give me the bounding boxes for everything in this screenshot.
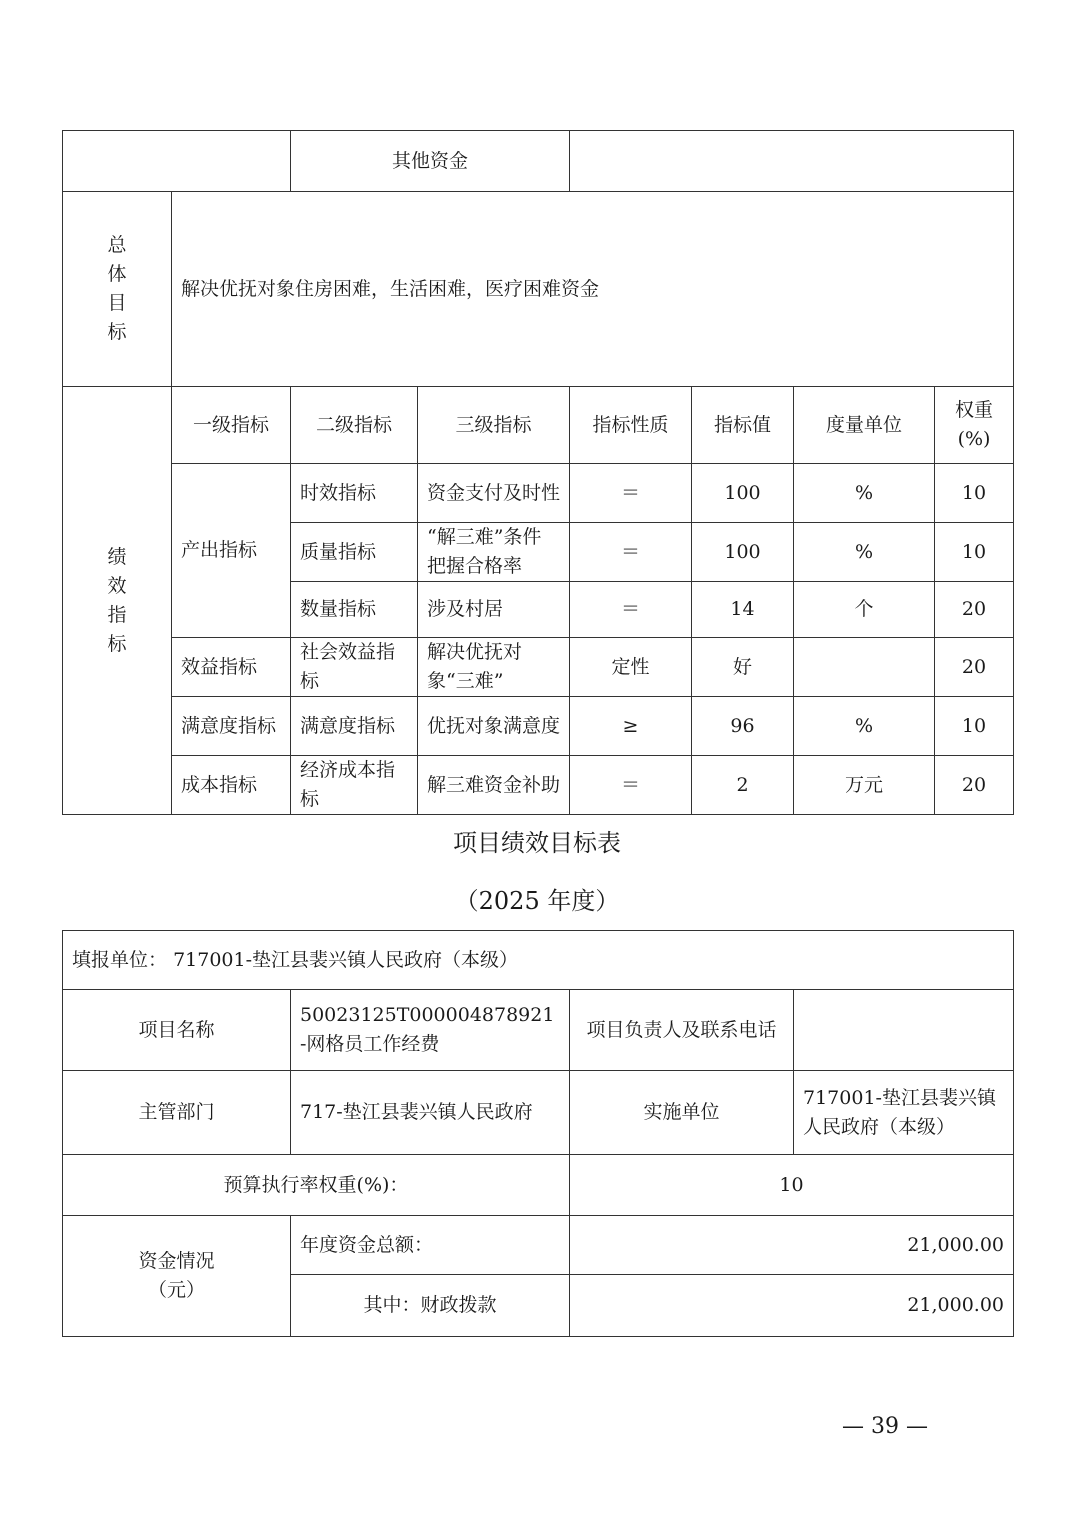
- header-value: 指标值: [692, 387, 794, 464]
- overall-goal-text: 解决优抚对象住房困难，生活困难，医疗困难资金: [172, 192, 1014, 387]
- project-name-label: 项目名称: [63, 990, 291, 1071]
- row-weight: 20: [935, 756, 1014, 815]
- project-name-value: 50023125T000004878921-网格员工作经费: [291, 990, 570, 1071]
- indicator-header-row: [63, 387, 1014, 464]
- contact-value: [794, 990, 1014, 1071]
- contact-label: 项目负责人及联系电话: [570, 990, 794, 1071]
- department-value: 717-垫江县裴兴镇人民政府: [291, 1071, 570, 1155]
- department-row: [63, 1071, 1014, 1155]
- row-level3: 解决优抚对象“三难”: [418, 638, 570, 697]
- row-level2: 时效指标: [291, 464, 418, 523]
- page-number: — 39 —: [842, 1414, 928, 1439]
- performance-indicator-label: 绩 效 指 标: [63, 387, 172, 815]
- annual-total-label: 年度资金总额：: [291, 1216, 570, 1275]
- row-weight: 10: [935, 697, 1014, 756]
- row-level2: 质量指标: [291, 523, 418, 582]
- row-weight: 20: [935, 582, 1014, 638]
- row-unit: %: [794, 523, 935, 582]
- row-nature: 定性: [570, 638, 692, 697]
- reporting-unit-label: 填报单位：: [72, 948, 168, 971]
- row-value: 100: [692, 523, 794, 582]
- row-unit: %: [794, 697, 935, 756]
- row-value: 好: [692, 638, 794, 697]
- project-name-row: [63, 990, 1014, 1071]
- row-unit: 万元: [794, 756, 935, 815]
- overall-goal-label: 总 体 目 标: [63, 192, 172, 387]
- document-year: （2025 年度）: [454, 887, 620, 915]
- row-level2: 数量指标: [291, 582, 418, 638]
- row-value: 14: [692, 582, 794, 638]
- row-weight: 10: [935, 523, 1014, 582]
- group-benefit: 效益指标: [172, 638, 291, 697]
- row-level3: 资金支付及时性: [418, 464, 570, 523]
- header-level2: 二级指标: [291, 387, 418, 464]
- header-unit: 度量单位: [794, 387, 935, 464]
- row-nature: ＝: [570, 523, 692, 582]
- other-funds-blank-cell: [63, 131, 291, 192]
- budget-rate-value: 10: [570, 1155, 1014, 1216]
- table-row: [63, 697, 1014, 756]
- table-row: [63, 756, 1014, 815]
- row-nature: ＝: [570, 582, 692, 638]
- row-level3: 解三难资金补助: [418, 756, 570, 815]
- funds-total-row: [63, 1216, 1014, 1275]
- row-level3: 涉及村居: [418, 582, 570, 638]
- header-level1: 一级指标: [172, 387, 291, 464]
- row-weight: 10: [935, 464, 1014, 523]
- row-nature: ≥: [570, 697, 692, 756]
- row-nature: ＝: [570, 464, 692, 523]
- funds-label: 资金情况 （元）: [63, 1216, 291, 1337]
- row-level3: “解三难”条件把握合格率: [418, 523, 570, 582]
- row-value: 96: [692, 697, 794, 756]
- row-weight: 20: [935, 638, 1014, 697]
- other-funds-value: [570, 131, 1014, 192]
- row-value: 100: [692, 464, 794, 523]
- row-level3: 优抚对象满意度: [418, 697, 570, 756]
- row-nature: ＝: [570, 756, 692, 815]
- performance-table: [62, 130, 1014, 815]
- reporting-unit: [63, 931, 1014, 990]
- implementing-unit-value: 717001-垫江县裴兴镇人民政府（本级）: [794, 1071, 1014, 1155]
- row-value: 2: [692, 756, 794, 815]
- group-cost: 成本指标: [172, 756, 291, 815]
- other-funds-label: 其他资金: [291, 131, 570, 192]
- header-weight: 权重 (%): [935, 387, 1014, 464]
- budget-rate-row: [63, 1155, 1014, 1216]
- row-level2: 满意度指标: [291, 697, 418, 756]
- budget-rate-label: 预算执行率权重(%)：: [63, 1155, 570, 1216]
- table-row: [63, 638, 1014, 697]
- fiscal-allocation-value: 21,000.00: [570, 1275, 1014, 1337]
- annual-total-value: 21,000.00: [570, 1216, 1014, 1275]
- row-unit: 个: [794, 582, 935, 638]
- implementing-unit-label: 实施单位: [570, 1071, 794, 1155]
- group-output: 产出指标: [172, 464, 291, 638]
- overall-goal-row: [63, 192, 1014, 387]
- reporting-unit-value: 717001-垫江县裴兴镇人民政府（本级）: [173, 948, 519, 971]
- reporting-unit-row: [63, 931, 1014, 990]
- row-unit: %: [794, 464, 935, 523]
- table-row: [63, 464, 1014, 523]
- row-unit: [794, 638, 935, 697]
- fiscal-allocation-label: 其中：财政拨款: [291, 1275, 570, 1337]
- row-level2: 经济成本指标: [291, 756, 418, 815]
- header-nature: 指标性质: [570, 387, 692, 464]
- row-level2: 社会效益指标: [291, 638, 418, 697]
- other-funds-row: [63, 131, 1014, 192]
- document-title: 项目绩效目标表: [453, 829, 621, 857]
- group-satisfaction: 满意度指标: [172, 697, 291, 756]
- header-level3: 三级指标: [418, 387, 570, 464]
- department-label: 主管部门: [63, 1071, 291, 1155]
- project-info-table: [62, 930, 1014, 1337]
